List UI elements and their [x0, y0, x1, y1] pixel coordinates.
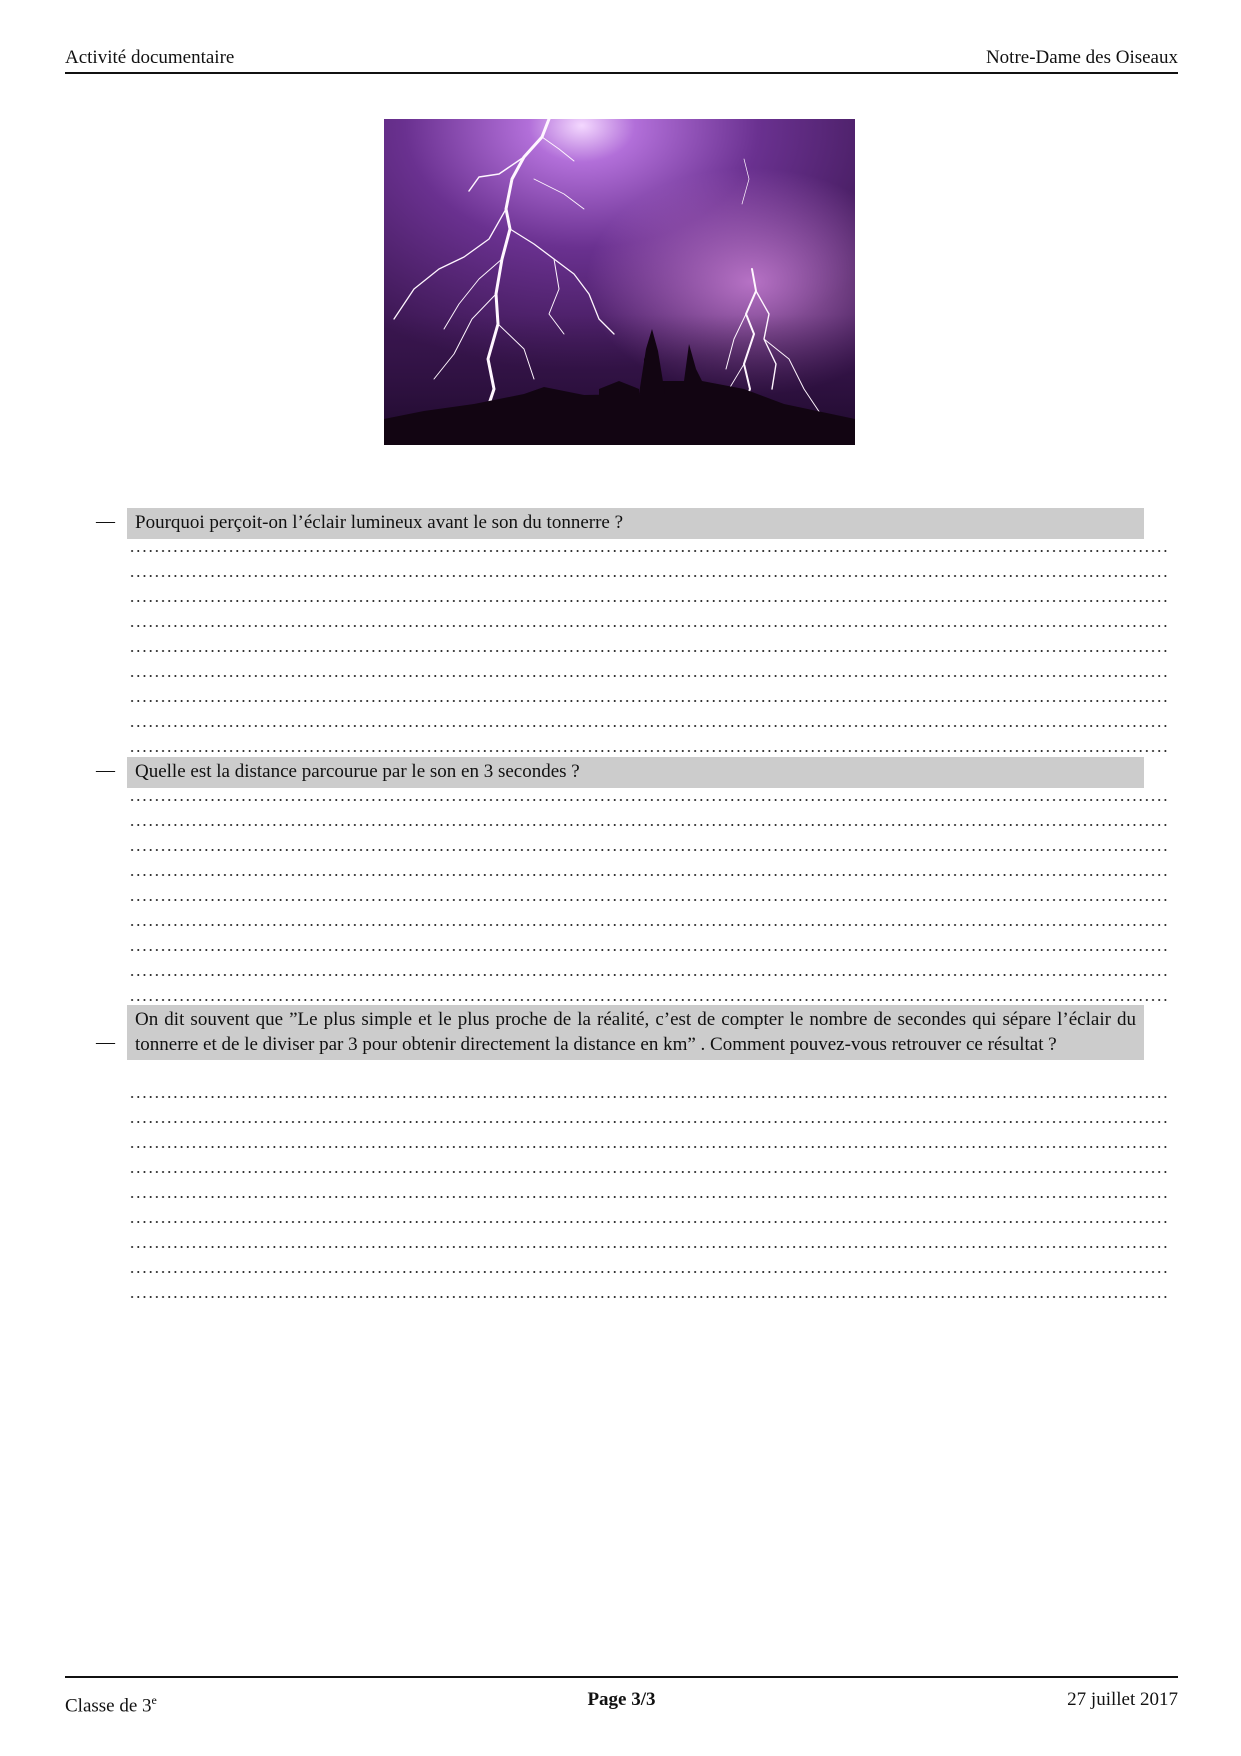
lightning-photo [384, 119, 855, 445]
footer-rule [65, 1676, 1178, 1678]
question-1-bullet: — [96, 511, 115, 532]
lightning-illustration [384, 119, 855, 445]
page-footer [65, 1688, 1178, 1717]
footer-class-sup: e [151, 1693, 157, 1707]
question-2-text: Quelle est la distance parcourue par le son en 3 secondes ? [127, 757, 1144, 788]
answer-lines-3[interactable] [129, 1079, 1169, 1304]
question-3-bullet: — [96, 1032, 115, 1053]
header-left-title: Activité documentaire [65, 47, 235, 68]
footer-class-text: Classe de 3 [65, 1695, 152, 1717]
question-3-text: On dit souvent que ”Le plus simple et le plus proche de la réalité, c’est de compter le nombre de secondes qui sépare l’éclair du tonnerre et de le diviser par 3 pour obtenir directement la distance en km” . Comment pouvez-vous retrouver ce résultat ? [127, 1005, 1144, 1060]
answer-lines-2[interactable] [129, 782, 1169, 1007]
footer-date: 27 juillet 2017 [1067, 1689, 1178, 1710]
header-right-school: Notre-Dame des Oiseaux [985, 47, 1178, 68]
page-header [65, 46, 1178, 70]
footer-page-number: Page 3/3 [587, 1689, 656, 1710]
header-rule [65, 72, 1178, 74]
question-2-bullet: — [96, 760, 115, 781]
question-1-text: Pourquoi perçoit-on l’éclair lumineux avant le son du tonnerre ? [127, 508, 1144, 539]
answer-lines-1[interactable] [129, 533, 1169, 758]
